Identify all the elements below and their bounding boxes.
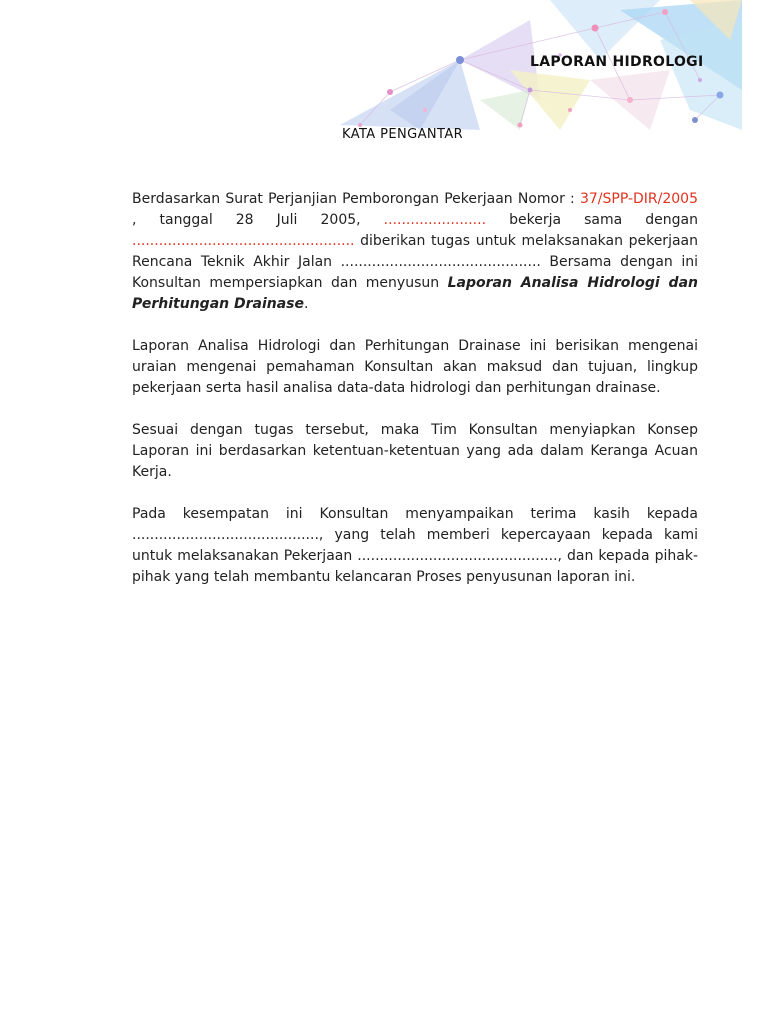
placeholder-dots-1: ....................... — [383, 212, 487, 228]
body-text — [132, 189, 698, 609]
paragraph-2: Laporan Analisa Hidrologi dan Perhitungan Drainase ini berisikan mengenai uraian mengenai pemahaman Konsultan akan maksud dan tujuan, lingkup pekerjaan serta hasil analisa data-data hidrologi dan perhitungan drainase. — [132, 338, 698, 396]
p1-text-4: diberikan tugas untuk melaksanakan pekerjaan Rencana Teknik Akhir Jalan ............................................. Bersama dengan ini Konsultan mempersiapkan dan menyusun — [132, 233, 698, 291]
report-title: LAPORAN HIDROLOGI — [530, 54, 704, 70]
p1-text-2: , tanggal 28 Juli 2005, — [132, 212, 384, 228]
page-heading: KATA PENGANTAR — [342, 127, 464, 142]
p1-text-3: bekerja sama dengan — [486, 212, 698, 228]
paragraph-4: Pada kesempatan ini Konsultan menyampaikan terima kasih kepada .........................................., yang telah memberi kepercayaan kepada kami untuk melaksanakan Pekerjaan ............................................., dan kepada pihak-pihak yang telah membantu kelancaran Proses penyusunan laporan ini. — [132, 506, 698, 585]
paragraph-3: Sesuai dengan tugas tersebut, maka Tim Konsultan menyiapkan Konsep Laporan ini berdasarkan ketentuan-ketentuan yang ada dalam Keranga Acuan Kerja. — [132, 422, 698, 480]
report-name-emphasis: Laporan Analisa Hidrologi dan Perhitungan Drainase — [132, 275, 698, 312]
p1-text-5: . — [304, 296, 309, 312]
p1-text-1: Berdasarkan Surat Perjanjian Pemborongan Pekerjaan Nomor : — [132, 191, 580, 207]
placeholder-dots-2: .................................................. — [132, 233, 355, 249]
contract-number: 37/SPP-DIR/2005 — [579, 191, 698, 207]
paragraph-1 — [132, 189, 698, 315]
